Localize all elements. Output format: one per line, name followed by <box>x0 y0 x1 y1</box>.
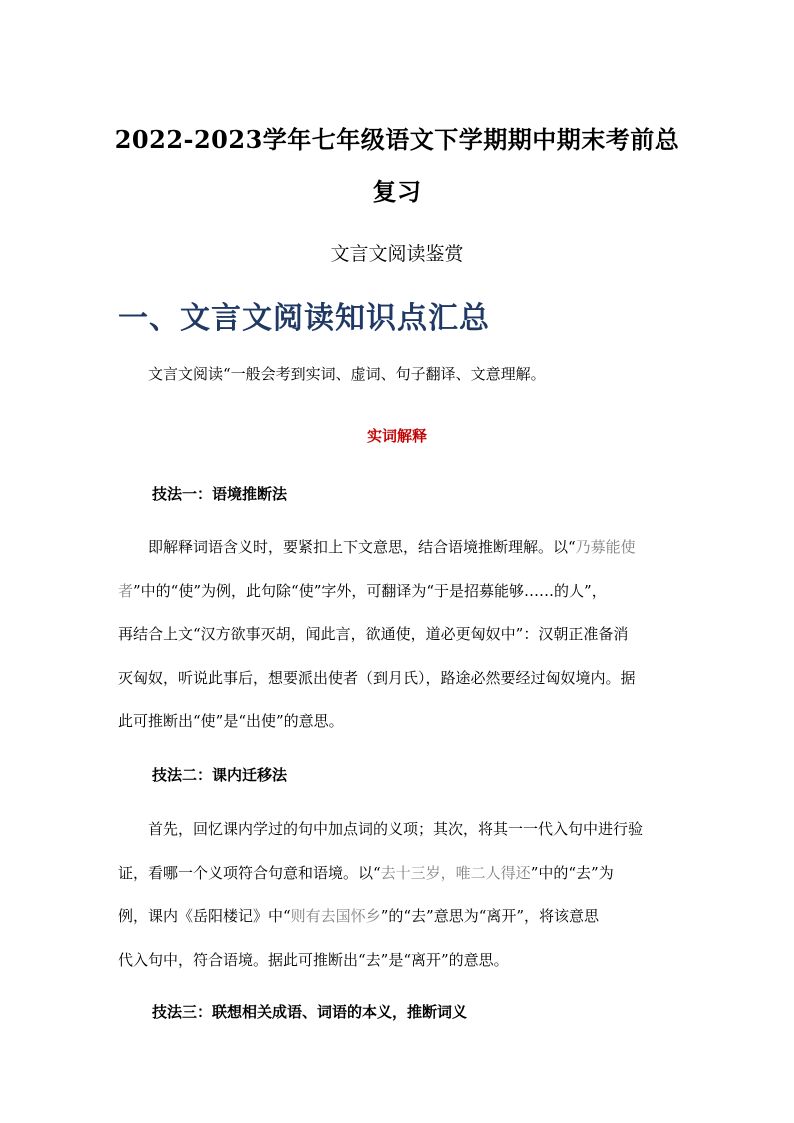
intro-text: 文言文阅读“一般会考到实词、虚词、句子翻译、文意理解。 <box>148 365 546 383</box>
method-2-paragraph <box>118 808 688 982</box>
section-heading: 一、文言文阅读知识点汇总 <box>118 301 490 336</box>
paragraph-line: 者”中的“使”为例，此句除“使”字外，可翻译为“于是招募能够……的人”， <box>118 581 607 600</box>
document-title-line-2: 复习 <box>372 177 422 206</box>
method-3-label: 技法三：联想相关成语、词语的本义，推断词义 <box>152 1003 468 1021</box>
paragraph-line: 证，看哪一个义项符合句意和语境。以“去十三岁，唯二人得还”中的“去”为 <box>118 863 614 882</box>
paragraph-line: 代入句中，符合语境。据此可推断出“去”是“离开”的意思。 <box>118 950 509 969</box>
method-1-paragraph <box>118 526 688 744</box>
method-2-label: 技法二：课内迁移法 <box>152 766 288 784</box>
paragraph-line: 灭匈奴，听说此事后，想要派出使者（到月氏），路途必然要经过匈奴境内。据 <box>118 668 636 687</box>
intro-paragraph <box>118 353 688 397</box>
method-1-label: 技法一：语境推断法 <box>152 485 288 503</box>
paragraph-line: 即解释词语含义时，要紧扣上下文意思，结合语境推断理解。以“乃募能使 <box>148 538 636 556</box>
subsection-heading-red: 实词解释 <box>366 427 427 445</box>
document-subtitle: 文言文阅读鉴赏 <box>330 243 464 265</box>
paragraph-line: 再结合上文“汉方欲事灭胡，闻此言，欲通使，道必更匈奴中”：汉朝正准备消 <box>118 625 629 643</box>
paragraph-line: 首先，回忆课内学过的句中加点词的义项；其次，将其一一代入句中进行验 <box>148 820 644 838</box>
document-title-line-1: 2022-2023学年七年级语文下学期期中期末考前总 <box>114 125 680 154</box>
paragraph-line: 此可推断出“使”是“出使”的意思。 <box>118 712 344 730</box>
paragraph-line: 例，课内《岳阳楼记》中“则有去国怀乡”的“去”意思为“离开”，将该意思 <box>118 907 600 925</box>
